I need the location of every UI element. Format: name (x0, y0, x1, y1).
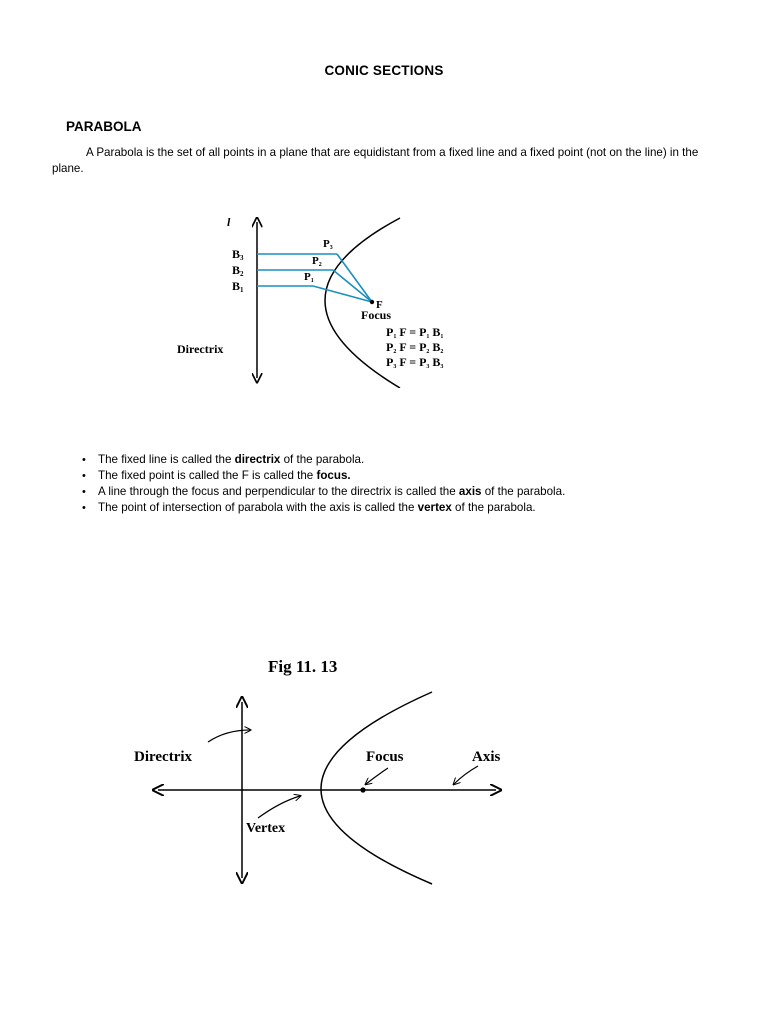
p1-label: P1 (304, 271, 314, 284)
p2-label: P2 (312, 255, 322, 268)
section-heading: PARABOLA (66, 119, 142, 134)
parabola-terms-list (48, 452, 768, 516)
focus-letter: F (376, 299, 383, 311)
equation-1: P1 F = P1 B1 (386, 325, 444, 340)
intro-paragraph (52, 145, 712, 177)
parabola-curve (321, 692, 432, 884)
focus-point (360, 787, 365, 792)
parabola-parts-figure (120, 630, 685, 895)
parabola-definition-figure (165, 198, 585, 388)
directrix-label: Directrix (134, 749, 193, 765)
list-item: • The fixed line is called the directrix of the parabola. (98, 452, 768, 468)
focus-point (370, 300, 374, 304)
vertex-pointer-arrow (258, 796, 300, 818)
axis-label: Axis (472, 749, 501, 765)
directrix-label: Directrix (177, 342, 224, 356)
b1-label: B1 (232, 279, 244, 294)
focus-label: Focus (361, 308, 391, 322)
equation-3: P3 F = P3 B3 (386, 355, 444, 370)
axis-pointer-arrow (454, 766, 478, 784)
directrix-line-label: l (227, 215, 231, 229)
vertex-label: Vertex (246, 821, 286, 836)
p3-label: P3 (323, 238, 333, 251)
b3-label: B3 (232, 247, 244, 262)
b2-label: B2 (232, 263, 244, 278)
directrix-pointer-arrow (208, 730, 250, 742)
list-item: • The point of intersection of parabola with the axis is called the vertex of the parabola. (98, 500, 768, 516)
focus-pointer-arrow (366, 768, 388, 784)
list-item: • The fixed point is called the F is called the focus. (98, 468, 768, 484)
page-title: CONIC SECTIONS (324, 63, 444, 78)
list-item: • A line through the focus and perpendicular to the directrix is called the axis of the parabola. (98, 484, 768, 500)
focus-label: Focus (366, 749, 404, 765)
equation-2: P2 F = P2 B2 (386, 340, 444, 355)
intro-text: A Parabola is the set of all points in a plane that are equidistant from a fixed line and a fixed point (not on the line) in the plane. (52, 146, 699, 175)
figure-caption: Fig 11. 13 (268, 657, 338, 676)
